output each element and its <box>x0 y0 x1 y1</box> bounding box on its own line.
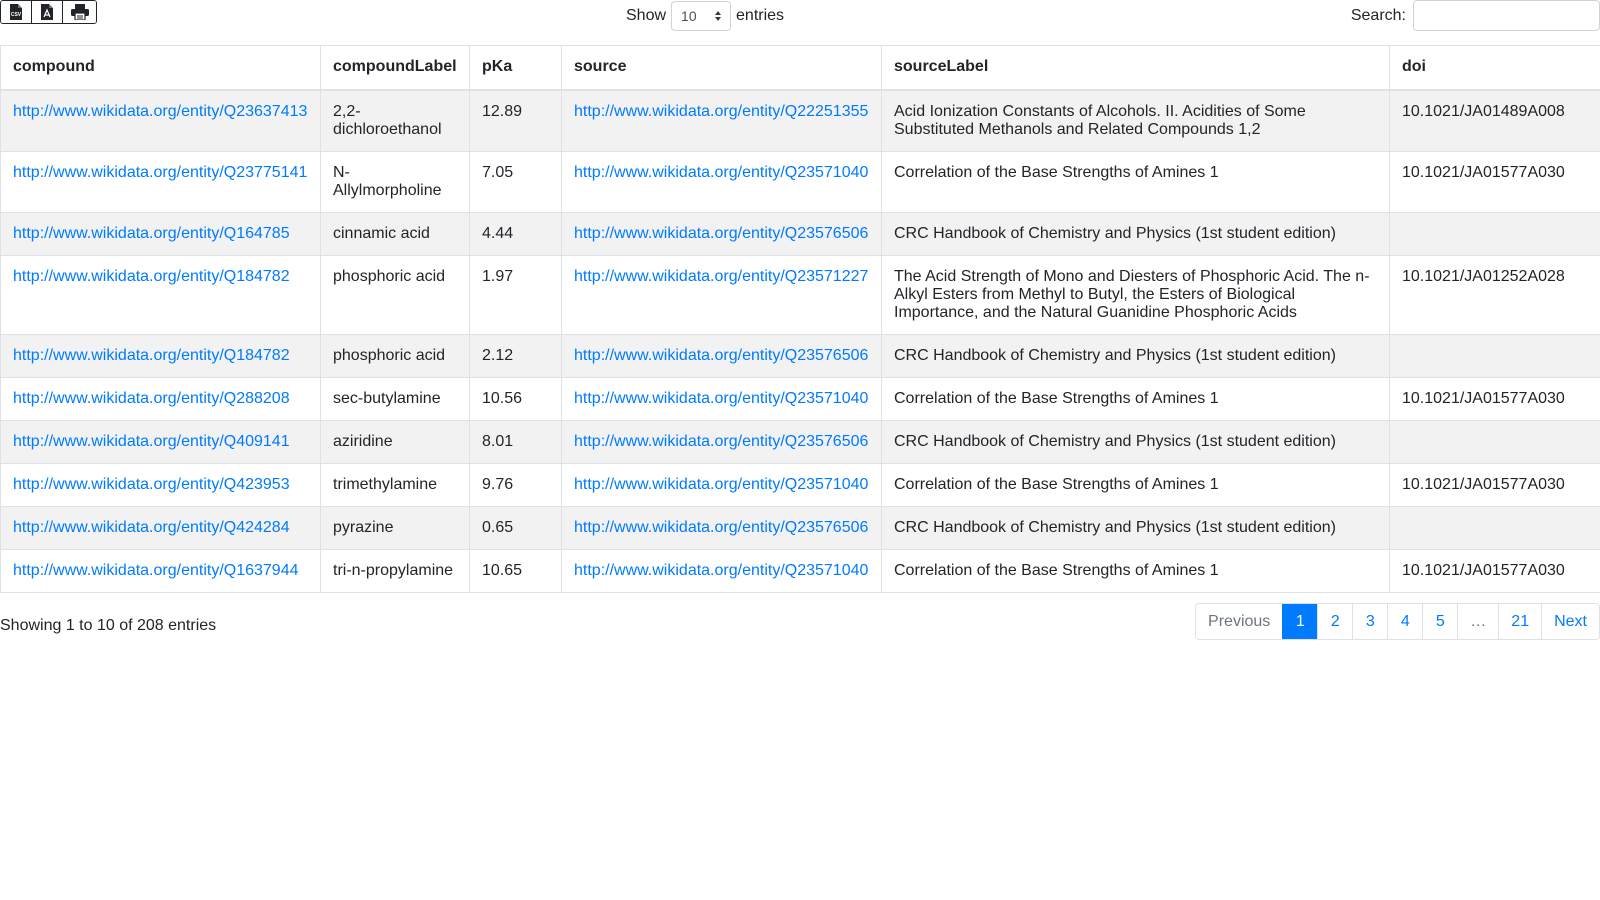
source-label-cell: Correlation of the Base Strengths of Amines 1 <box>882 378 1390 421</box>
doi-cell: 10.1021/JA01489A008 <box>1390 90 1600 152</box>
compound-cell <box>1 213 321 256</box>
doi-cell: 10.1021/JA01577A030 <box>1390 152 1600 213</box>
doi-cell: 10.1021/JA01577A030 <box>1390 464 1600 507</box>
source-label-cell: CRC Handbook of Chemistry and Physics (1st student edition) <box>882 335 1390 378</box>
compound-label-cell: tri-n-propylamine <box>321 550 470 593</box>
doi-cell <box>1390 335 1600 378</box>
source-cell <box>562 213 882 256</box>
pka-cell: 0.65 <box>470 507 562 550</box>
export-button-group <box>0 0 97 24</box>
page-button-2[interactable]: 2 <box>1317 604 1352 639</box>
compound-link[interactable]: http://www.wikidata.org/entity/Q423953 <box>13 476 290 493</box>
entries-label: entries <box>736 6 785 24</box>
compound-link[interactable]: http://www.wikidata.org/entity/Q409141 <box>13 433 290 450</box>
table-row <box>1 256 1600 335</box>
pka-cell: 10.56 <box>470 378 562 421</box>
table-row <box>1 213 1600 256</box>
column-header-compoundlabel[interactable]: compoundLabel <box>321 46 470 91</box>
compound-cell <box>1 421 321 464</box>
pdf-export-button[interactable] <box>32 1 63 23</box>
source-link[interactable]: http://www.wikidata.org/entity/Q23576506 <box>574 433 869 450</box>
compound-label-cell: trimethylamine <box>321 464 470 507</box>
source-cell <box>562 335 882 378</box>
compound-link[interactable]: http://www.wikidata.org/entity/Q23775141 <box>13 164 308 181</box>
compound-label-cell: 2,2-dichloroethanol <box>321 90 470 152</box>
pka-cell: 1.97 <box>470 256 562 335</box>
source-link[interactable]: http://www.wikidata.org/entity/Q23571040 <box>574 476 869 493</box>
compound-cell <box>1 90 321 152</box>
print-icon <box>71 4 89 20</box>
page-length-value: 10 <box>681 7 697 24</box>
pagination <box>1195 603 1600 640</box>
search-control <box>1351 0 1600 31</box>
source-cell <box>562 421 882 464</box>
compound-label-cell: phosphoric acid <box>321 335 470 378</box>
page-button-4[interactable]: 4 <box>1387 604 1422 639</box>
compound-cell <box>1 335 321 378</box>
compound-link[interactable]: http://www.wikidata.org/entity/Q184782 <box>13 268 290 285</box>
source-label-cell: The Acid Strength of Mono and Diesters of Phosphoric Acid. The n-Alkyl Esters from Methyl to Butyl, the Esters of Biological Importance, and the Natural Guanidine Phosphoric Acids <box>882 256 1390 335</box>
compound-link[interactable]: http://www.wikidata.org/entity/Q164785 <box>13 225 290 242</box>
compound-link[interactable]: http://www.wikidata.org/entity/Q424284 <box>13 519 290 536</box>
pdf-file-icon <box>40 4 54 20</box>
doi-cell <box>1390 213 1600 256</box>
table-row <box>1 507 1600 550</box>
page-length-select[interactable] <box>671 1 731 31</box>
page-button-5[interactable]: 5 <box>1422 604 1457 639</box>
column-header-compound[interactable]: compound <box>1 46 321 91</box>
pka-cell: 9.76 <box>470 464 562 507</box>
compound-cell <box>1 550 321 593</box>
table-info: Showing 1 to 10 of 208 entries <box>0 617 217 634</box>
source-label-cell: CRC Handbook of Chemistry and Physics (1st student edition) <box>882 213 1390 256</box>
show-label: Show <box>626 6 667 24</box>
doi-cell: 10.1021/JA01577A030 <box>1390 550 1600 593</box>
source-cell <box>562 90 882 152</box>
page-button-3[interactable]: 3 <box>1352 604 1387 639</box>
source-cell <box>562 256 882 335</box>
pka-cell: 8.01 <box>470 421 562 464</box>
source-label-cell: Correlation of the Base Strengths of Amines 1 <box>882 550 1390 593</box>
search-label: Search: <box>1350 6 1406 24</box>
compound-cell <box>1 256 321 335</box>
table-header-row <box>1 46 1600 91</box>
source-label-cell: Acid Ionization Constants of Alcohols. II. Acidities of Some Substituted Methanols and Related Compounds 1,2 <box>882 90 1390 152</box>
select-arrows-icon <box>715 11 721 21</box>
doi-cell: 10.1021/JA01252A028 <box>1390 256 1600 335</box>
compound-cell <box>1 378 321 421</box>
csv-file-icon <box>9 4 23 20</box>
table-row <box>1 378 1600 421</box>
compound-label-cell: cinnamic acid <box>321 213 470 256</box>
compound-label-cell: phosphoric acid <box>321 256 470 335</box>
compound-label-cell: N-Allylmorpholine <box>321 152 470 213</box>
source-label-cell: Correlation of the Base Strengths of Amines 1 <box>882 464 1390 507</box>
page-length-control <box>626 0 784 31</box>
page-button-1[interactable]: 1 <box>1282 604 1317 639</box>
pka-cell: 10.65 <box>470 550 562 593</box>
compound-label-cell: aziridine <box>321 421 470 464</box>
print-button[interactable] <box>63 1 96 23</box>
doi-cell: 10.1021/JA01577A030 <box>1390 378 1600 421</box>
table-row <box>1 550 1600 593</box>
source-cell <box>562 378 882 421</box>
doi-cell <box>1390 421 1600 464</box>
pka-cell: 12.89 <box>470 90 562 152</box>
source-cell <box>562 464 882 507</box>
column-header-pka[interactable]: pKa <box>470 46 562 91</box>
compound-cell <box>1 464 321 507</box>
compound-link[interactable]: http://www.wikidata.org/entity/Q1637944 <box>13 562 299 579</box>
table-row <box>1 90 1600 152</box>
compound-label-cell: sec-butylamine <box>321 378 470 421</box>
svg-text:CSV: CSV <box>10 12 22 18</box>
source-link[interactable]: http://www.wikidata.org/entity/Q23571040 <box>574 390 869 407</box>
source-cell <box>562 507 882 550</box>
compound-label-cell: pyrazine <box>321 507 470 550</box>
source-cell <box>562 152 882 213</box>
page-button-21[interactable]: 21 <box>1498 604 1541 639</box>
compound-cell <box>1 507 321 550</box>
source-link[interactable]: http://www.wikidata.org/entity/Q23571040 <box>574 164 869 181</box>
csv-export-button[interactable] <box>1 1 32 23</box>
compound-link[interactable]: http://www.wikidata.org/entity/Q184782 <box>13 347 290 364</box>
table-row <box>1 421 1600 464</box>
source-label-cell: CRC Handbook of Chemistry and Physics (1st student edition) <box>882 421 1390 464</box>
compound-link[interactable]: http://www.wikidata.org/entity/Q23637413 <box>13 103 308 120</box>
pka-cell: 2.12 <box>470 335 562 378</box>
compound-link[interactable]: http://www.wikidata.org/entity/Q288208 <box>13 390 290 407</box>
table-row <box>1 464 1600 507</box>
source-link[interactable]: http://www.wikidata.org/entity/Q23576506 <box>574 519 869 536</box>
data-table <box>0 45 1600 593</box>
next-page-button[interactable]: Next <box>1541 604 1599 639</box>
column-header-source[interactable]: source <box>562 46 882 91</box>
pka-cell: 4.44 <box>470 213 562 256</box>
column-header-sourcelabel[interactable]: sourceLabel <box>882 46 1390 91</box>
source-link[interactable]: http://www.wikidata.org/entity/Q23576506 <box>574 225 869 242</box>
column-header-doi[interactable]: doi <box>1390 46 1600 91</box>
table-row <box>1 152 1600 213</box>
doi-cell <box>1390 507 1600 550</box>
source-label-cell: CRC Handbook of Chemistry and Physics (1st student edition) <box>882 507 1390 550</box>
source-cell <box>562 550 882 593</box>
source-link[interactable]: http://www.wikidata.org/entity/Q23571040 <box>574 562 869 579</box>
search-input[interactable] <box>1413 0 1600 31</box>
pagination-ellipsis: … <box>1457 604 1498 639</box>
source-link[interactable]: http://www.wikidata.org/entity/Q23571227 <box>574 268 869 285</box>
source-link[interactable]: http://www.wikidata.org/entity/Q23576506 <box>574 347 869 364</box>
compound-cell <box>1 152 321 213</box>
source-label-cell: Correlation of the Base Strengths of Amines 1 <box>882 152 1390 213</box>
pka-cell: 7.05 <box>470 152 562 213</box>
previous-page-button[interactable]: Previous <box>1196 604 1282 639</box>
source-link[interactable]: http://www.wikidata.org/entity/Q22251355 <box>574 103 869 120</box>
table-row <box>1 335 1600 378</box>
